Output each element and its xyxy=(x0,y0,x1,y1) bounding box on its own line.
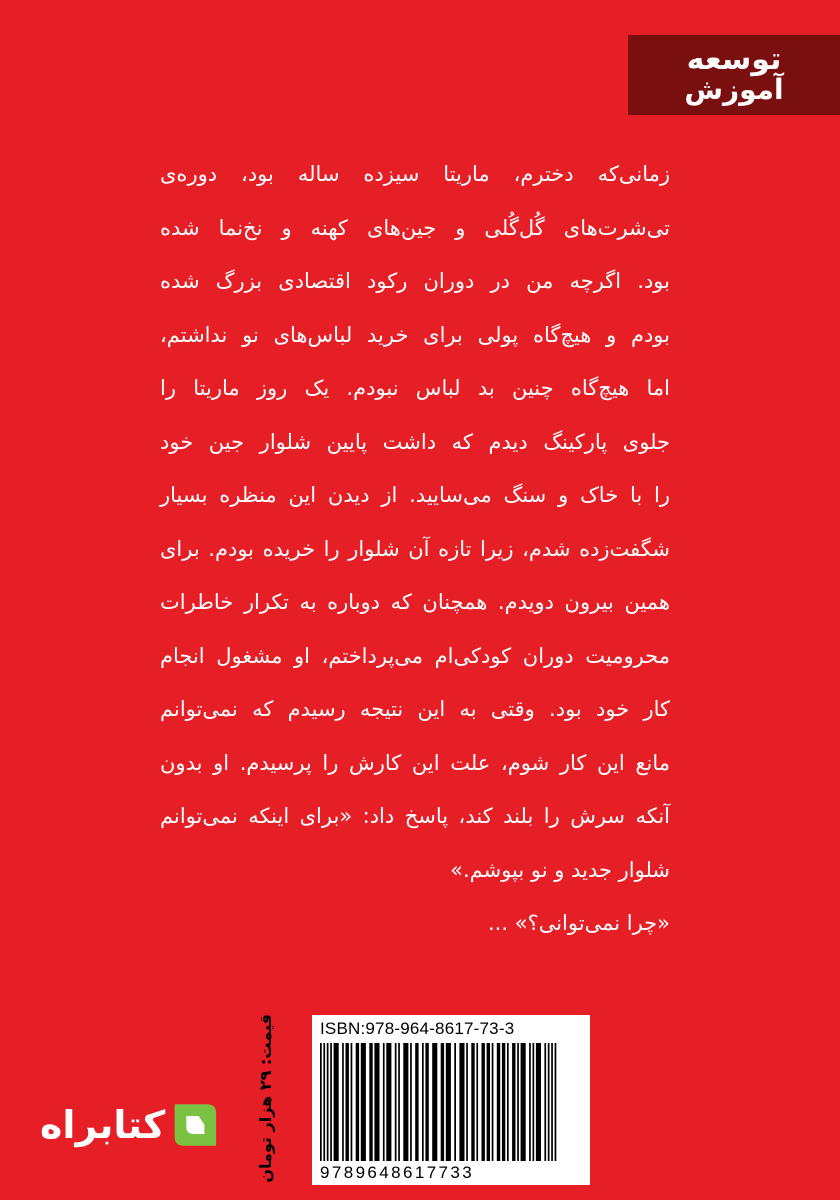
publisher-logo xyxy=(628,35,840,115)
barcode-bar xyxy=(544,1043,546,1161)
barcode-bar xyxy=(334,1043,339,1161)
barcode-bar xyxy=(459,1043,464,1161)
blurb-line: بودم و هیچ‌گاه پولی برای خرید لباس‌های نو نداشتم، xyxy=(160,322,670,347)
barcode-bar xyxy=(507,1043,509,1161)
barcode-bar xyxy=(383,1043,385,1161)
barcode-bar xyxy=(415,1043,418,1161)
blurb-line: اما هیچ‌گاه چنین بد لباس نبودم. یک روز ماریتا را xyxy=(160,376,670,400)
barcode-bar xyxy=(521,1043,526,1161)
barcode-bar xyxy=(432,1043,437,1161)
barcode-bar xyxy=(512,1043,515,1161)
ketabrah-logo xyxy=(40,1092,220,1158)
publisher-name-line1: توسعه xyxy=(686,42,782,77)
barcode-bar xyxy=(482,1043,485,1161)
barcode-bar xyxy=(492,1043,494,1161)
barcode-bar xyxy=(471,1043,474,1161)
blurb-line: تی‌شرت‌های گُل‌گُلی و جین‌های کهنه و نخ‌نما شده xyxy=(160,215,670,240)
barcode-bar xyxy=(497,1043,500,1161)
barcode-bar xyxy=(369,1043,372,1161)
barcode-bar xyxy=(548,1043,550,1161)
barcode-bar xyxy=(356,1043,359,1161)
barcode-bar xyxy=(361,1043,366,1161)
barcode-bar xyxy=(533,1043,535,1161)
barcode-bars xyxy=(320,1043,558,1161)
barcode-bar xyxy=(323,1043,325,1161)
price-text: قیمت: ۲۹ هزار تومان xyxy=(256,1014,275,1183)
barcode-bar xyxy=(398,1043,400,1161)
barcode-bar xyxy=(466,1043,468,1161)
logo-text: کتابراه xyxy=(40,1103,166,1147)
barcode-bar xyxy=(529,1043,531,1161)
blurb-closing-quote: «چرا نمی‌توانی؟» ... xyxy=(488,911,670,935)
barcode-bar xyxy=(386,1043,391,1161)
publisher-name-line2: آموزش xyxy=(684,73,784,106)
barcode-bar xyxy=(422,1043,424,1161)
blurb-line: کار خود بود. وقتی به این نتیجه رسیدم که نمی‌توانم xyxy=(160,697,670,721)
blurb-line: شلوار جدید و نو بپوشم.» xyxy=(450,857,670,882)
back-cover-blurb xyxy=(160,148,670,951)
barcode-bar xyxy=(517,1043,519,1161)
barcode-bar xyxy=(536,1043,541,1161)
barcode-bar xyxy=(551,1043,553,1161)
barcode-bar xyxy=(555,1043,557,1161)
blurb-line: شگفت‌زده شدم، زیرا تازه آن شلوار را خریده بودم. برای xyxy=(160,536,670,561)
barcode-bar xyxy=(327,1043,329,1161)
barcode-bar xyxy=(374,1043,379,1161)
barcode-bar xyxy=(441,1043,444,1161)
barcode-bar xyxy=(346,1043,349,1161)
blurb-line: زمانی‌که دخترم، ماریتا سیزده ساله بود، دوره‌ی xyxy=(160,162,670,186)
barcode-bar xyxy=(395,1043,397,1161)
barcode-bar xyxy=(446,1043,451,1161)
barcode-bar xyxy=(487,1043,490,1161)
barcode-bar xyxy=(502,1043,505,1161)
barcode-bar xyxy=(320,1043,322,1161)
barcode-bar xyxy=(410,1043,412,1161)
blurb-line: بود. اگرچه من در دوران رکود اقتصادی بزرگ شده xyxy=(160,269,670,293)
blurb-line: آنکه سرش را بلند کند، پاسخ داد: «برای اینکه نمی‌توانم xyxy=(160,804,670,828)
barcode-number: 9789648617733 xyxy=(320,1163,475,1182)
blurb-line: را با خاک و سنگ می‌سایید. از دیدن این منظره بسیار xyxy=(160,483,670,507)
barcode-bar xyxy=(342,1043,344,1161)
barcode-bar xyxy=(330,1043,332,1161)
isbn-text: ISBN:978-964-8617-73-3 xyxy=(320,1019,515,1038)
bookmark-leaf-icon xyxy=(171,1098,220,1152)
blurb-line: همین بیرون دویدم. همچنان که دوباره به تکرار خاطرات xyxy=(160,590,670,614)
blurb-line: جلوی پارکینگ دیدم که داشت پایین شلوار جین خود xyxy=(160,429,670,454)
barcode-bar xyxy=(403,1043,408,1161)
barcode-bar xyxy=(454,1043,456,1161)
blurb-line: محرومیت دوران کودکی‌ام می‌پرداختم، او مشغول انجام xyxy=(160,643,670,668)
barcode-label xyxy=(312,1015,590,1185)
barcode-bar xyxy=(476,1043,478,1161)
blurb-line: مانع این کار شوم، علت این کارش را پرسیدم. او بدون xyxy=(160,750,670,775)
barcode-bar xyxy=(351,1043,353,1161)
barcode-bar xyxy=(425,1043,428,1161)
